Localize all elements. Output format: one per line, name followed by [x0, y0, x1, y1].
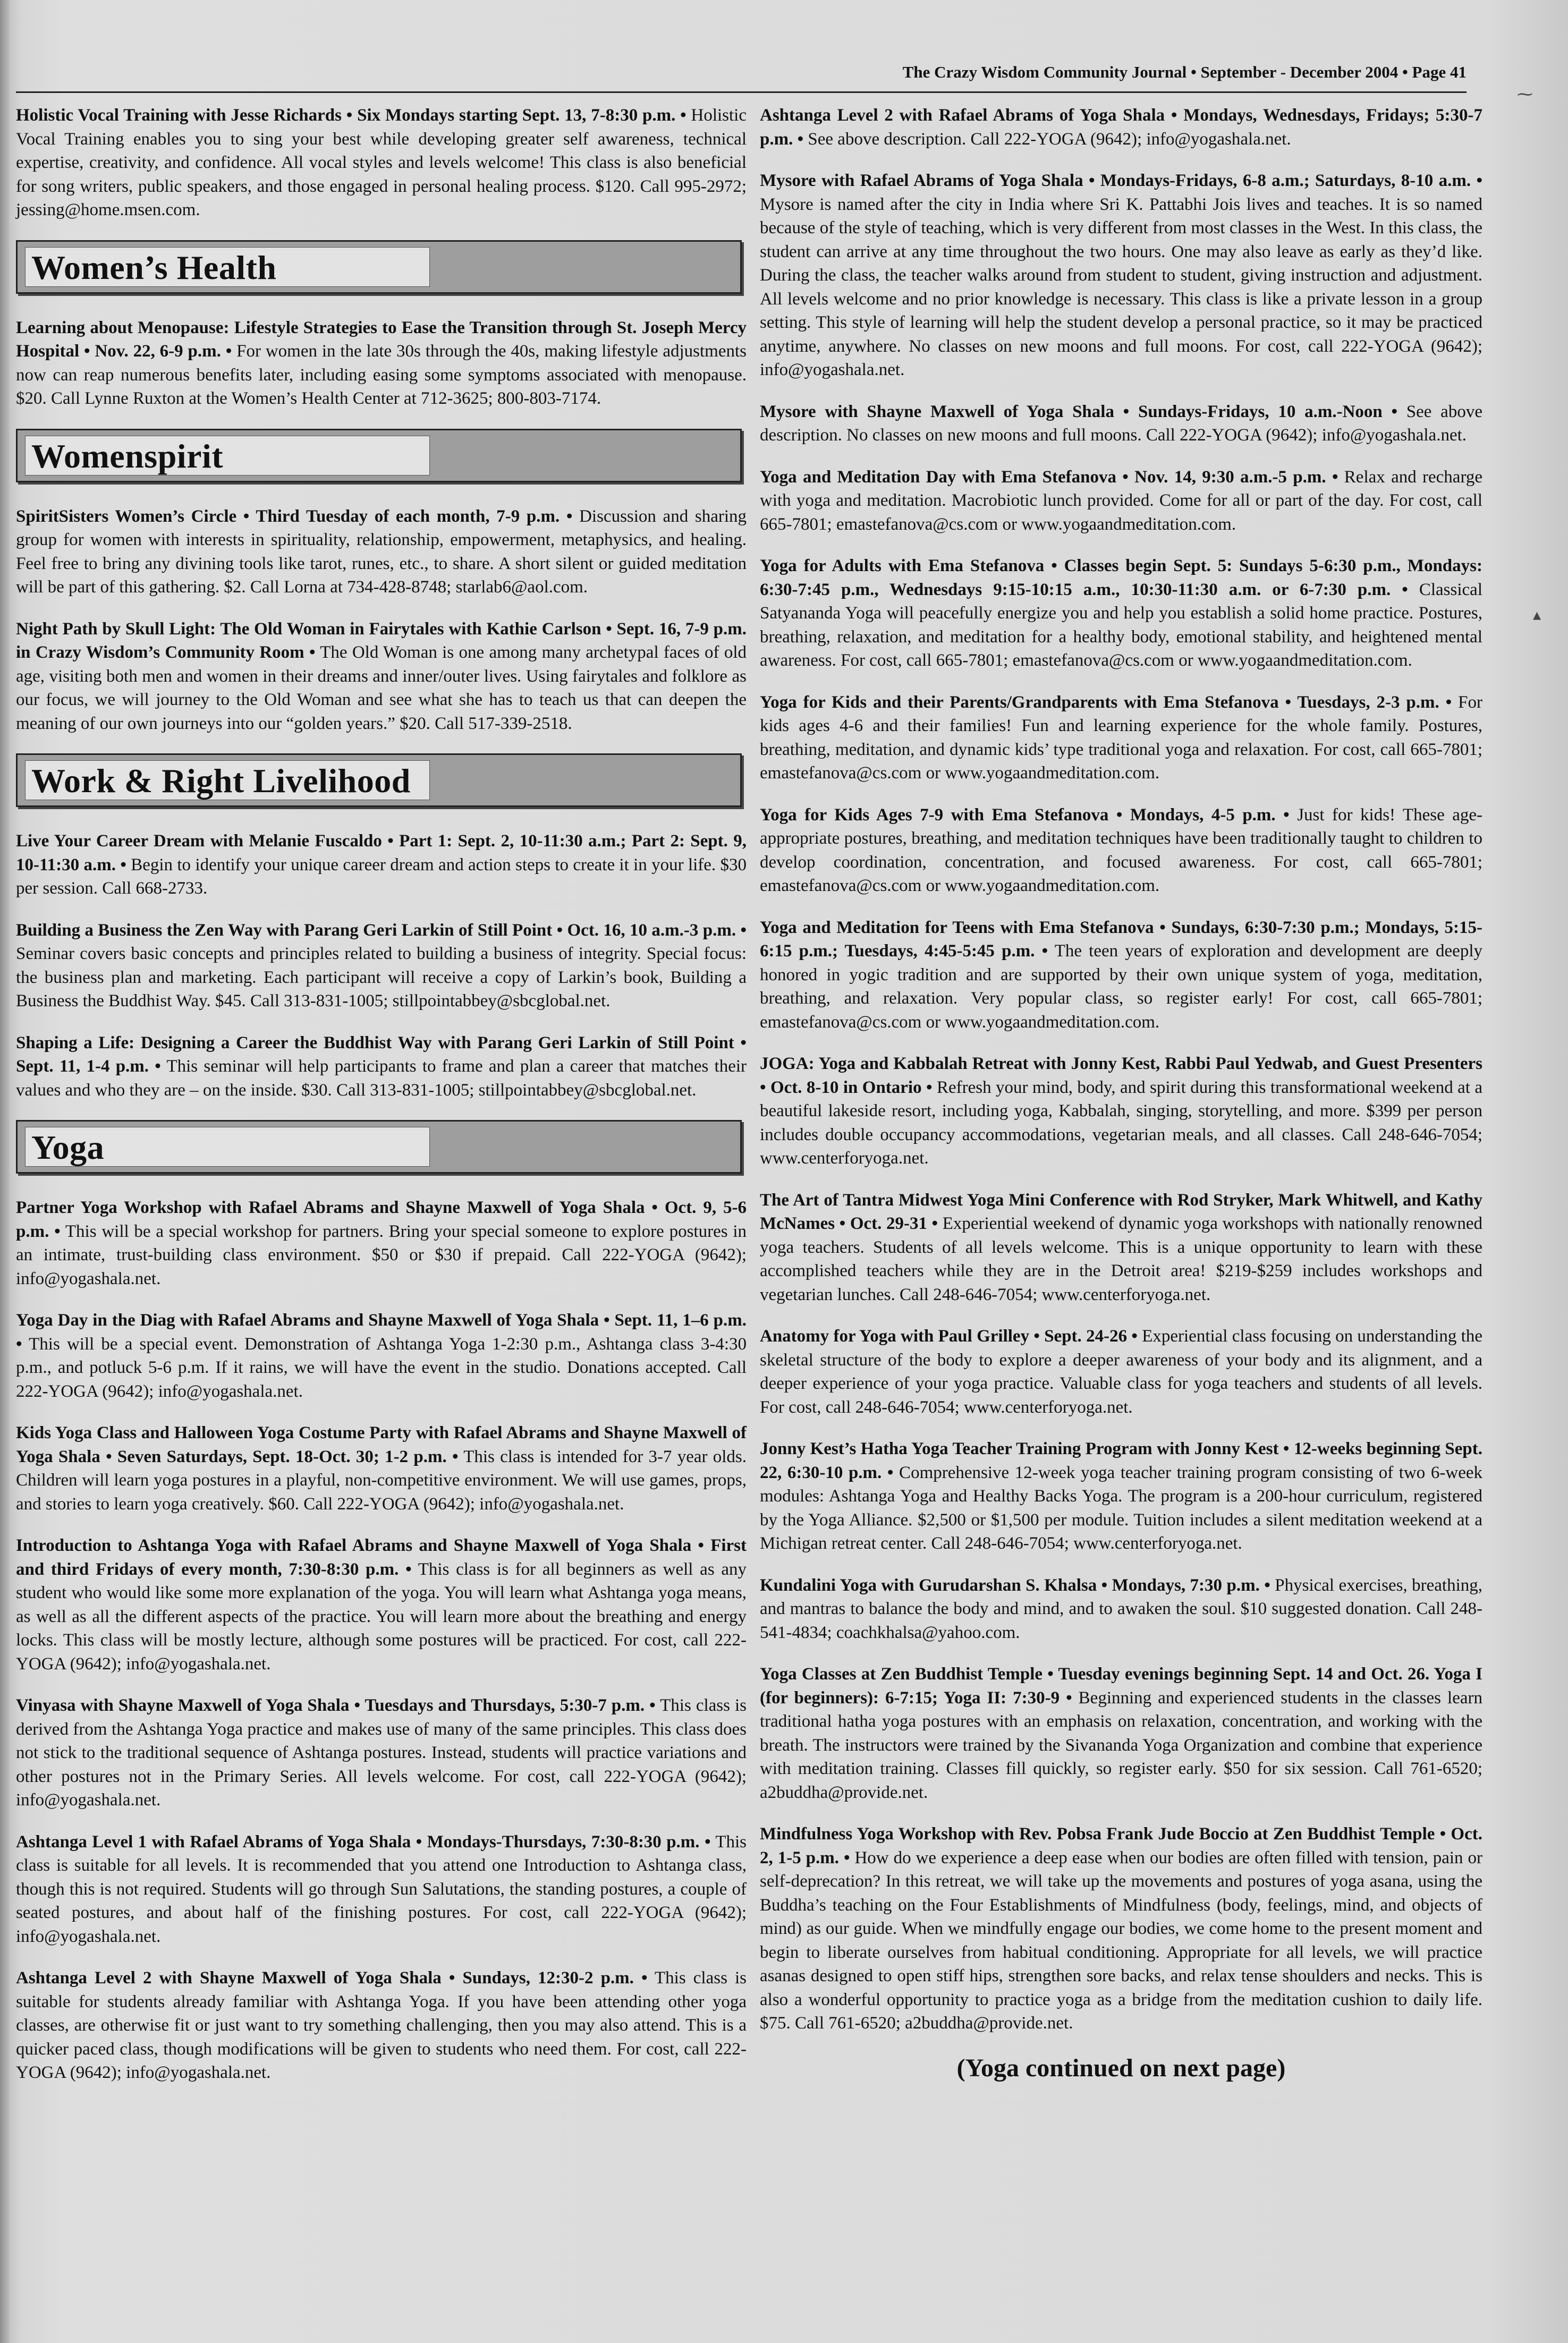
listing-entry [760, 169, 1482, 382]
listing-title: Kundalini Yoga with Gurudarshan S. Khalsa • Mondays, 7:30 p.m. • [760, 1575, 1270, 1595]
listing-entry [760, 1822, 1482, 2035]
listing-entry [760, 803, 1482, 898]
listing-title: JOGA: Yoga and Kabbalah Retreat with Jonny Kest, Rabbi Paul Yedwab, and Guest Presenters • Oct. 8-10 in Ontario • [760, 1054, 1482, 1097]
listing-title: Yoga and Meditation for Teens with Ema Stefanova • Sundays, 6:30-7:30 p.m.; Mondays, 5:15-6:15 p.m.; Tuesdays, 4:45-5:45 p.m. • [760, 918, 1482, 961]
listing-body: Physical exercises, breathing, and mantras to balance the body and mind, and to awaken the soul. $10 suggested donation. Call 248-541-4834; coachkhalsa@yahoo.com. [760, 1575, 1482, 1642]
listing-entry [760, 104, 1482, 151]
listing-title: Ashtanga Level 2 with Rafael Abrams of Yoga Shala • Mondays, Wednesdays, Fridays; 5:30-7 p.m. • [760, 106, 1482, 149]
listing-body: Relax and recharge with yoga and meditation. Macrobiotic lunch provided. Come for all or part of the day. For cost, call 665-7801; emastefanova@cs.com or www.yogaandmeditation.com. [760, 467, 1482, 534]
listing-title: Yoga Day in the Diag with Rafael Abrams and Shayne Maxwell of Yoga Shala • Sept. 11, 1–6 p.m. • [16, 1311, 747, 1354]
listing-entry [16, 1966, 747, 2085]
listing-body: Comprehensive 12-week yoga teacher training program consisting of two 6-week modules: Ashtanga Yoga and Healthy Backs Yoga. The program is a 200-hour curriculum, registered by the Yoga Alliance. $2,500 or $1,500 per module. Tuition includes a silent meditation weekend at a Michigan retreat center. Call 248-646-7054; www.centerforyoga.net. [760, 1463, 1483, 1553]
section-title: Womenspirit [31, 437, 224, 475]
listing-entry [760, 691, 1482, 785]
section-header-yoga [16, 1120, 742, 1174]
listing-title: Anatomy for Yoga with Paul Grilley • Sept. 24-26 • [760, 1327, 1138, 1346]
margin-mark-icon: ▴ [1533, 606, 1541, 624]
listing-body: This class is intended for 3-7 year olds. Children will learn yoga postures in a playful, non-competitive environment. We will use games, props, and stories to learn yoga creatively. $60. Call 222-YOGA (9642); info@yogashala.net. [16, 1447, 747, 1514]
listing-entry [760, 1662, 1482, 1804]
listing-title: Holistic Vocal Training with Jesse Richards • Six Mondays starting Sept. 13, 7-8:30 p.m. • [16, 106, 686, 125]
listing-entry [16, 104, 747, 222]
listing-entry [16, 1694, 747, 1812]
listing-entry [16, 829, 747, 901]
listing-body: This will be a special workshop for partners. Bring your special someone to explore postures in an intimate, trust-building class environment. $50 or $30 if prepaid. Call 222-YOGA (9642); info@yogashala.net. [16, 1221, 747, 1288]
listing-entry [16, 316, 747, 411]
listing-entry [16, 1031, 747, 1102]
listing-entry [16, 1309, 747, 1403]
listing-title: Yoga Classes at Zen Buddhist Temple • Tuesday evenings beginning Sept. 14 and Oct. 26. Yoga I (for beginners): 6-7:15; Yoga II: 7:30-9 • [760, 1665, 1482, 1708]
listing-body: Classical Satyananda Yoga will peacefully energize you and help you establish a solid home practice. Postures, breathing, relaxation, and meditation for a healthy body, emotional stability, and heightened mental awareness. For cost, call 665-7801; emastefanova@cs.com or www.yogaandmeditation.com. [760, 580, 1482, 670]
listing-entry [16, 1534, 747, 1676]
listing-body: This will be a special event. Demonstration of Ashtanga Yoga 1-2:30 p.m., Ashtanga class 3-4:30 p.m., and potluck 5-6 p.m. If it rains, we will have the event in the studio. Donations accepted. Call 222-YOGA (9642); info@yogashala.net. [16, 1334, 747, 1401]
listing-entry [760, 400, 1482, 447]
listing-body: See above description. No classes on new moons and full moons. Call 222-YOGA (9642); info@yogashala.net. [760, 402, 1482, 445]
listing-body: Beginning and experienced students in the classes learn traditional hatha yoga postures with an emphasis on relaxation, concentration, and working with the breath. The instructors were trained by the Sivananda Yoga Organization and combine that experience with meditation training. Classes fill quickly, so register early. $50 for six session. Call 761-6520; a2buddha@provide.net. [760, 1688, 1482, 1802]
listing-body: Experiential class focusing on understanding the skeletal structure of the body to explore a deeper awareness of your body and its alignment, and a deeper experience of your yoga practice. Valuable class for yoga teachers and students of all levels. For cost, call 248-646-7054; www.centerforyoga.net. [760, 1327, 1482, 1417]
listing-entry [16, 617, 747, 736]
listing-title: Shaping a Life: Designing a Career the Buddhist Way with Parang Geri Larkin of Still Point • Sept. 11, 1-4 p.m. • [16, 1033, 747, 1076]
listing-title: Learning about Menopause: Lifestyle Strategies to Ease the Transition through St. Joseph Mercy Hospital • Nov. 22, 6-9 p.m. • [16, 318, 747, 361]
listing-title: Yoga and Meditation Day with Ema Stefanova • Nov. 14, 9:30 a.m.-5 p.m. • [760, 467, 1338, 487]
listing-title: The Art of Tantra Midwest Yoga Mini Conference with Rod Stryker, Mark Whitwell, and Kathy McNames • Oct. 29-31 • [760, 1190, 1482, 1233]
listing-body: The teen years of exploration and development are deeply honored in yogic tradition and are supported by their own unique system of yoga, meditation, breathing, and relaxation. Very popular class, so register early! For cost, call 665-7801; emastefanova@cs.com or www.yogaandmeditation.com. [760, 941, 1482, 1032]
listing-entry [760, 554, 1482, 673]
listing-title: Ashtanga Level 1 with Rafael Abrams of Yoga Shala • Mondays-Thursdays, 7:30-8:30 p.m. • [16, 1832, 711, 1852]
section-header-work [16, 753, 742, 807]
listing-title: Yoga for Kids Ages 7-9 with Ema Stefanova • Mondays, 4-5 p.m. • [760, 805, 1290, 825]
listing-entry [760, 1437, 1482, 1556]
listing-title: Jonny Kest’s Hatha Yoga Teacher Training Program with Jonny Kest • 12-weeks beginning Sept. 22, 6:30-10 p.m. • [760, 1439, 1482, 1482]
listing-entry [760, 1574, 1482, 1645]
listing-body: Discussion and sharing group for women with interests in spirituality, relationship, empowerment, metaphysics, and healing. Feel free to bring any divining tools like tarot, runes, etc., to share. A short silent or guided meditation will be part of this gathering. $2. Call Lorna at 734-428-8748; starlab6@aol.com. [16, 506, 747, 597]
listing-entry [16, 1421, 747, 1516]
margin-mark-icon: ⁓ [1517, 86, 1533, 103]
left-column [16, 104, 747, 2103]
listing-body: This class is suitable for students already familiar with Ashtanga Yoga. If you have been attending other yoga classes, are otherwise fit or just want to try something challenging, then you may also attend. This is a quicker paced class, though modifications will be given to students who need them. For cost, call 222-YOGA (9642); info@yogashala.net. [16, 1968, 747, 2082]
right-column [760, 104, 1482, 2083]
listing-body: See above description. Call 222-YOGA (9642); info@yogashala.net. [803, 129, 1291, 149]
listing-body: Just for kids! These age-appropriate postures, breathing, and meditation techniques have been traditionally taught to children to develop coordination, concentration, and focused awareness. For cost, call 665-7801; emastefanova@cs.com or www.yogaandmeditation.com. [760, 805, 1482, 895]
listing-body: Mysore is named after the city in India where Sri K. Pattabhi Jois lives and teaches. It is so named because of the style of teaching, which is very different from most classes in the West. In this class, the student can arrive at any time throughout the two hours. One may also leave as early as they’d like. During the class, the teacher walks around from student to student, giving instruction and adjustment. All levels welcome and no prior knowledge is necessary. This class is like a private lesson in a group setting. This style of learning will help the student develop a personal practice, so it may be practiced anytime, anywhere. No classes on new moons and full moons. For cost, call 222-YOGA (9642); info@yogashala.net. [760, 194, 1482, 379]
listing-entry [16, 1830, 747, 1949]
listing-body: This seminar will help participants to frame and plan a career that matches their values and who they are – on the inside. $30. Call 313-831-1005; stillpointabbey@sbcglobal.net. [16, 1057, 747, 1100]
listing-title: Yoga for Kids and their Parents/Grandparents with Ema Stefanova • Tuesdays, 2-3 p.m. • [760, 692, 1452, 712]
listing-title: Night Path by Skull Light: The Old Woman in Fairytales with Kathie Carlson • Sept. 16, 7-9 p.m. in Crazy Wisdom’s Community Room • [16, 619, 747, 662]
listing-body: Experiential weekend of dynamic yoga workshops with nationally renowned yoga teachers. Students of all levels welcome. This is a unique opportunity to learn with these accomplished teachers while they are in the Detroit area! $219-$259 includes workshops and vegetarian lunches. Call 248-646-7054; www.centerforyoga.net. [760, 1214, 1482, 1304]
section-header-womenspirit [16, 429, 742, 482]
listing-title: Yoga for Adults with Ema Stefanova • Classes begin Sept. 5: Sundays 5-6:30 p.m., Mondays: 6:30-7:45 p.m., Wednesdays 9:15-10:15 a.m., 10:30-11:30 a.m. or 6-7:30 p.m. • [760, 556, 1482, 599]
section-title: Yoga [31, 1128, 105, 1166]
listing-entry [16, 1196, 747, 1291]
running-header: The Crazy Wisdom Community Journal • September - December 2004 • Page 41 [902, 63, 1467, 81]
listing-entry [760, 1052, 1482, 1170]
listing-body: This class is suitable for all levels. It is recommended that you attend one Introduction to Ashtanga class, though this is not required. Students will go through Sun Salutations, the standing postures, a couple of seated postures, and about half of the finishing postures. For cost, call 222-YOGA (9642); info@yogashala.net. [16, 1832, 747, 1946]
listing-body: How do we experience a deep ease when our bodies are often filled with tension, pain or self-deprecation? In this retreat, we will take up the movements and postures of yoga asana, using the Buddha’s teaching on the Four Establishments of Mindfulness (body, feelings, mind, and objects of mind) as our guide. When we mindfully engage our bodies, we come home to the present moment and begin to liberate ourselves from habitual conditioning. Appropriate for all levels, we will practice asanas designed to open stiff hips, strengthen sore backs, and relax tense shoulders and necks. This is also a wonderful opportunity to practice yoga as a bridge from the meditation cushion to daily life. $75. Call 761-6520; a2buddha@provide.net. [760, 1848, 1482, 2033]
listing-title: Mindfulness Yoga Workshop with Rev. Pobsa Frank Jude Boccio at Zen Buddhist Temple • Oct. 2, 1-5 p.m. • [760, 1824, 1482, 1867]
listing-title: Introduction to Ashtanga Yoga with Rafael Abrams and Shayne Maxwell of Yoga Shala • First and third Fridays of every month, 7:30-8:30 p.m. • [16, 1536, 747, 1579]
section-title: Women’s Health [31, 248, 277, 286]
listing-title: Building a Business the Zen Way with Parang Geri Larkin of Still Point • Oct. 16, 10 a.m.-3 p.m. • [16, 920, 747, 940]
listing-entry [760, 1325, 1482, 1419]
page-binding-edge [0, 0, 10, 2343]
listing-title: Live Your Career Dream with Melanie Fuscaldo • Part 1: Sept. 2, 10-11:30 a.m.; Part 2: Sept. 9, 10-11:30 a.m. • [16, 831, 747, 875]
listing-title: SpiritSisters Women’s Circle • Third Tuesday of each month, 7-9 p.m. • [16, 506, 573, 526]
listing-body: Refresh your mind, body, and spirit during this transformational weekend at a beautiful lakeside resort, including yoga, Kabbalah, singing, storytelling, and more. $399 per person includes double occupancy accommodations, vegetarian meals, and all classes. Call 248-646-7054; www.centerforyoga.net. [760, 1077, 1482, 1168]
listing-body: Seminar covers basic concepts and principles related to building a business of integrity. Special focus: the business plan and marketing. Each participant will receive a copy of Larkin’s book, Building a Business the Buddhist Way. $45. Call 313-831-1005; stillpointabbey@sbcglobal.net. [16, 944, 747, 1011]
listing-title: Kids Yoga Class and Halloween Yoga Costume Party with Rafael Abrams and Shayne Maxwell of Yoga Shala • Seven Saturdays, Sept. 18-Oct. 30; 1-2 p.m. • [16, 1423, 747, 1466]
listing-title: Mysore with Rafael Abrams of Yoga Shala • Mondays-Fridays, 6-8 a.m.; Saturdays, 8-10 a.m. • [760, 171, 1482, 190]
continued-notice: (Yoga continued on next page) [956, 2053, 1286, 2082]
listing-title: Vinyasa with Shayne Maxwell of Yoga Shala • Tuesdays and Thursdays, 5:30-7 p.m. • [16, 1696, 656, 1715]
listing-title: Partner Yoga Workshop with Rafael Abrams and Shayne Maxwell of Yoga Shala • Oct. 9, 5-6 p.m. • [16, 1198, 747, 1241]
listing-body: The Old Woman is one among many archetypal faces of old age, visiting both men and women in their dreams and inner/outer lives. Using fairytales and folklore as our focus, we will journey to the Old Woman and see what she has to teach us that can deepen the meaning of our own journeys into our “golden years.” $20. Call 517-339-2518. [16, 643, 747, 733]
header-rule [16, 91, 1467, 93]
listing-body: Begin to identify your unique career dream and action steps to create it in your life. $30 per session. Call 668-2733. [16, 855, 747, 898]
listing-entry [16, 919, 747, 1013]
listing-body: This class is derived from the Ashtanga Yoga practice and makes use of many of the same principles. This class does not stick to the traditional sequence of Ashtanga postures. Instead, students will practice variations and other postures not in the Primary Series. All levels welcome. For cost, call 222-YOGA (9642); info@yogashala.net. [16, 1696, 747, 1810]
listing-entry [760, 1189, 1482, 1307]
section-header-womens-health [16, 240, 742, 294]
listing-body: For women in the late 30s through the 40s, making lifestyle adjustments now can reap numerous benefits later, including easing some symptoms associated with menopause. $20. Call Lynne Ruxton at the Women’s Health Center at 712-3625; 800-803-7174. [16, 342, 747, 408]
listing-entry [16, 505, 747, 599]
listing-body: Holistic Vocal Training enables you to sing your best while developing greater self awareness, technical expertise, creativity, and confidence. All vocal styles and levels welcome! This class is also beneficial for song writers, public speakers, and those engaged in personal healing process. $120. Call 995-2972; jessing@home.msen.com. [16, 106, 747, 219]
listing-entry [760, 916, 1482, 1034]
section-title: Work & Right Livelihood [31, 762, 411, 800]
listing-body: For kids ages 4-6 and their families! Fun and learning experience for the whole family. Postures, breathing, meditation, and dynamic kids’ type traditional yoga and relaxation. For cost, call 665-7801; emastefanova@cs.com or www.yogaandmeditation.com. [760, 692, 1483, 783]
listing-title: Mysore with Shayne Maxwell of Yoga Shala • Sundays-Fridays, 10 a.m.-Noon • [760, 402, 1398, 421]
listing-entry [760, 465, 1482, 537]
listing-body: This class is for all beginners as well as any student who would like some more explanation of the yoga. You will learn what Ashtanga yoga means, as well as all the different aspects of the practice. You will learn more about the breathing and energy locks. This class will be mostly lecture, although some postures will be practiced. For cost, call 222-YOGA (9642); info@yogashala.net. [16, 1559, 747, 1674]
listing-title: Ashtanga Level 2 with Shayne Maxwell of Yoga Shala • Sundays, 12:30-2 p.m. • [16, 1968, 648, 1988]
